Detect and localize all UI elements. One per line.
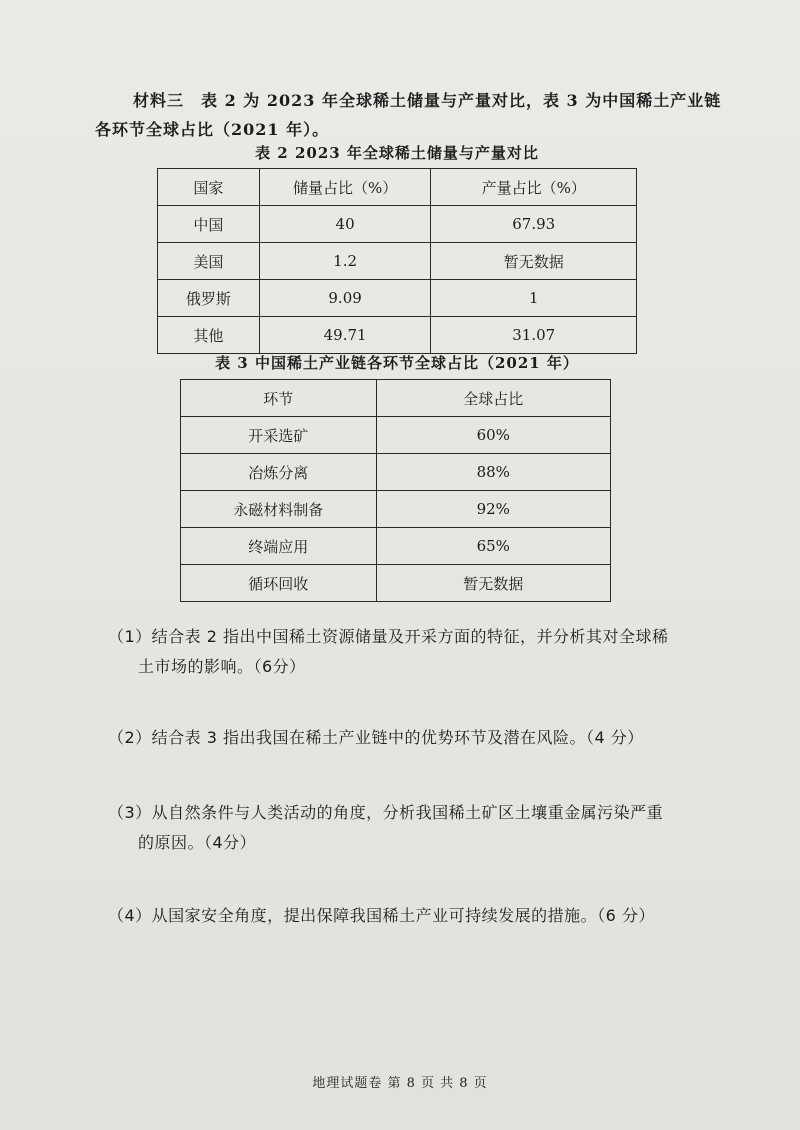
table-row — [181, 454, 611, 491]
table-cell: 88% — [376, 454, 610, 491]
table-cell: 终端应用 — [181, 528, 377, 565]
table-header-cell: 储量占比（%） — [259, 169, 431, 206]
table-row — [181, 491, 611, 528]
table-header-row — [158, 169, 637, 206]
table3-industry-chain-share — [180, 379, 611, 602]
table-cell: 1.2 — [259, 243, 431, 280]
table-cell: 循环回收 — [181, 565, 377, 602]
table-row — [158, 206, 637, 243]
table2-caption: 表 2 2023 年全球稀土储量与产量对比 — [255, 144, 539, 162]
table-header-cell: 产量占比（%） — [431, 169, 637, 206]
question-1 — [108, 622, 748, 682]
question-4-line-1: （4）从国家安全角度，提出保障我国稀土产业可持续发展的措施。（6 分） — [108, 906, 655, 925]
table-cell: 60% — [376, 417, 610, 454]
question-2 — [108, 723, 748, 753]
table-header-cell: 国家 — [158, 169, 260, 206]
question-1-line-1: （1）结合表 2 指出中国稀土资源储量及开采方面的特征，并分析其对全球稀 — [108, 627, 669, 646]
table-cell: 31.07 — [431, 317, 637, 354]
table-header-cell: 全球占比 — [376, 380, 610, 417]
table3-caption: 表 3 中国稀土产业链各环节全球占比（2021 年） — [215, 354, 579, 372]
table-row — [181, 417, 611, 454]
table-cell: 65% — [376, 528, 610, 565]
table-cell: 9.09 — [259, 280, 431, 317]
table-row — [181, 528, 611, 565]
question-1-line-2: 土市场的影响。（6分） — [138, 657, 306, 676]
question-3 — [108, 798, 748, 858]
table2-reserves-production — [157, 168, 637, 354]
table-cell: 67.93 — [431, 206, 637, 243]
table-cell: 美国 — [158, 243, 260, 280]
table-cell: 49.71 — [259, 317, 431, 354]
table-cell: 1 — [431, 280, 637, 317]
table-header-row — [181, 380, 611, 417]
page-footer: 地理试题卷 第 8 页 共 8 页 — [312, 1076, 488, 1091]
table-cell: 俄罗斯 — [158, 280, 260, 317]
table-cell: 暂无数据 — [431, 243, 637, 280]
table-row — [181, 565, 611, 602]
table-cell: 暂无数据 — [376, 565, 610, 602]
table-cell: 冶炼分离 — [181, 454, 377, 491]
question-4 — [108, 901, 748, 931]
table-row — [158, 280, 637, 317]
table-header-cell: 环节 — [181, 380, 377, 417]
question-3-line-1: （3）从自然条件与人类活动的角度，分析我国稀土矿区土壤重金属污染严重 — [108, 803, 664, 822]
table-cell: 92% — [376, 491, 610, 528]
table-cell: 开采选矿 — [181, 417, 377, 454]
table-cell: 中国 — [158, 206, 260, 243]
material-line-2: 各环节全球占比（2021 年）。 — [95, 120, 330, 139]
table-cell: 40 — [259, 206, 431, 243]
table-cell: 其他 — [158, 317, 260, 354]
table-row — [158, 317, 637, 354]
question-3-line-2: 的原因。（4分） — [138, 833, 257, 852]
table-cell: 永磁材料制备 — [181, 491, 377, 528]
table-row — [158, 243, 637, 280]
question-2-line-1: （2）结合表 3 指出我国在稀土产业链中的优势环节及潜在风险。（4 分） — [108, 728, 644, 747]
material-line-1: 材料三 表 2 为 2023 年全球稀土储量与产量对比，表 3 为中国稀土产业链 — [133, 91, 722, 110]
material-three-intro — [95, 86, 745, 144]
